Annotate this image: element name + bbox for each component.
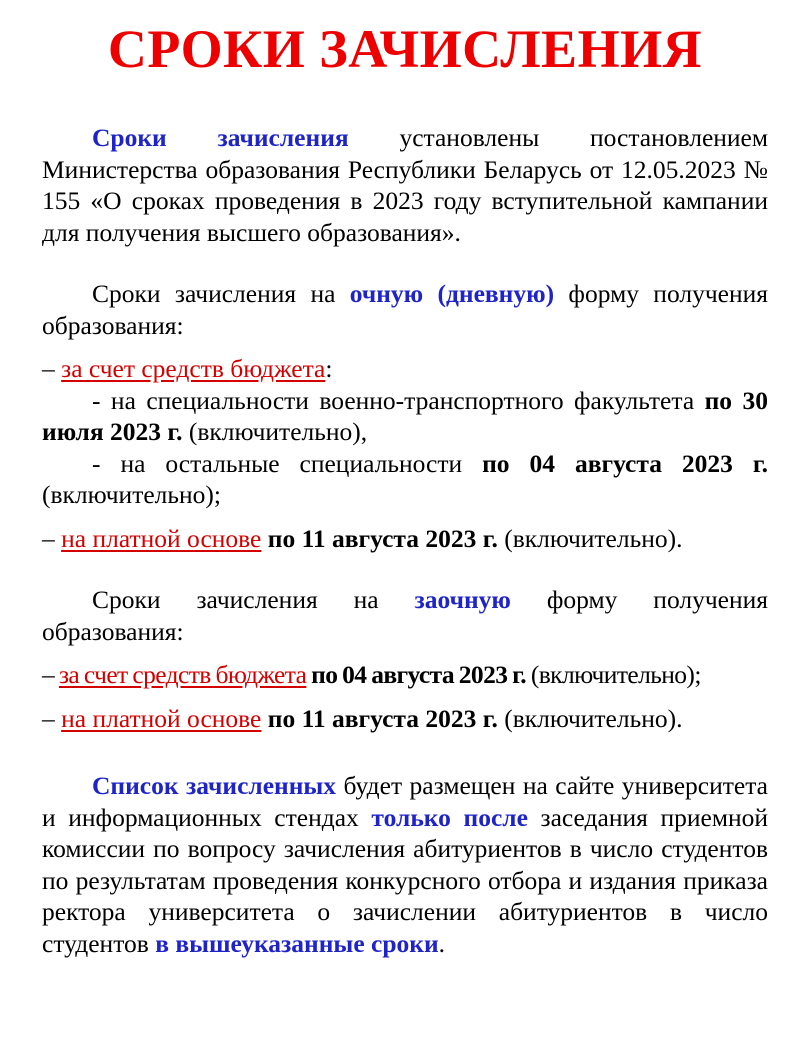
fulltime-budget-label: за счет средств бюджета [61, 354, 326, 383]
fulltime-prefix: Сроки зачисления на [92, 279, 350, 308]
parttime-budget-date: по 04 августа 2023 г. [311, 660, 527, 689]
parttime-budget-dash: – [42, 660, 59, 689]
parttime-budget-line [42, 659, 768, 691]
fulltime-paid-label: на платной основе [61, 523, 262, 553]
parttime-prefix: Сроки зачисления на [92, 585, 415, 614]
parttime-budget-label: за счет средств бюджета [58, 660, 307, 689]
parttime-form: заочную [414, 585, 511, 614]
parttime-budget-tail: (включительно); [526, 660, 701, 689]
fulltime-paid-date: по 11 августа 2023 г. [267, 523, 498, 553]
fulltime-paid-tail: (включительно). [497, 523, 683, 553]
fulltime-paid-line [42, 523, 768, 555]
item2-text: - на остальные специальности [92, 448, 483, 478]
enrolled-list-paragraph [42, 770, 768, 959]
parttime-paid-date: по 11 августа 2023 г. [267, 703, 498, 733]
list-end: . [438, 928, 446, 958]
fulltime-suffix: форму получения образования: [42, 279, 768, 340]
parttime-paid-line [42, 703, 768, 735]
fulltime-heading [42, 278, 768, 341]
fulltime-paid-dash: – [42, 523, 62, 553]
fulltime-budget-dash: – [42, 354, 62, 383]
item1-text: - на специальности военно-транспортного факультета [92, 385, 705, 415]
item1-date: по 30 июля 2023 г. [42, 385, 768, 446]
intro-text: установлены постановлением Министерства образования Республики Беларусь от 12.05.2023 № 155 «О сроках проведения в 2023 году вступительной кампании для получения высшего образования». [42, 123, 769, 247]
parttime-suffix: форму получения образования: [42, 585, 768, 646]
parttime-paid-label: на платной основе [61, 703, 262, 733]
intro-lead: Сроки зачисления [92, 123, 349, 152]
item2-date: по 04 августа 2023 г. [482, 448, 768, 478]
list-emph-1: только после [371, 802, 528, 832]
fulltime-budget-colon: : [325, 354, 333, 383]
item2-tail: (включительно); [42, 480, 221, 509]
parttime-paid-tail: (включительно). [497, 703, 683, 733]
list-text-1: будет размещен на сайте университета и информационных стендах [42, 771, 768, 832]
fulltime-form: очную (дневную) [349, 279, 555, 308]
list-text-2: заседания приемной комиссии по вопросу зачисления абитуриентов в число студентов по результатам проведения конкурсного отбора и издания приказа ректора университета о зачислении абитуриентов в число студентов [42, 802, 769, 958]
parttime-paid-dash: – [42, 703, 62, 733]
fulltime-budget-line [42, 353, 768, 385]
item1-tail: (включительно), [182, 417, 368, 446]
list-lead: Список зачисленных [92, 771, 337, 800]
intro-paragraph [42, 122, 768, 248]
fulltime-budget-item-1 [42, 385, 768, 448]
page-title: СРОКИ ЗАЧИСЛЕНИЯ [107, 19, 703, 79]
list-emph-2: в вышеуказанные сроки [155, 928, 439, 958]
fulltime-budget-item-2 [42, 448, 768, 511]
parttime-heading [42, 584, 768, 647]
